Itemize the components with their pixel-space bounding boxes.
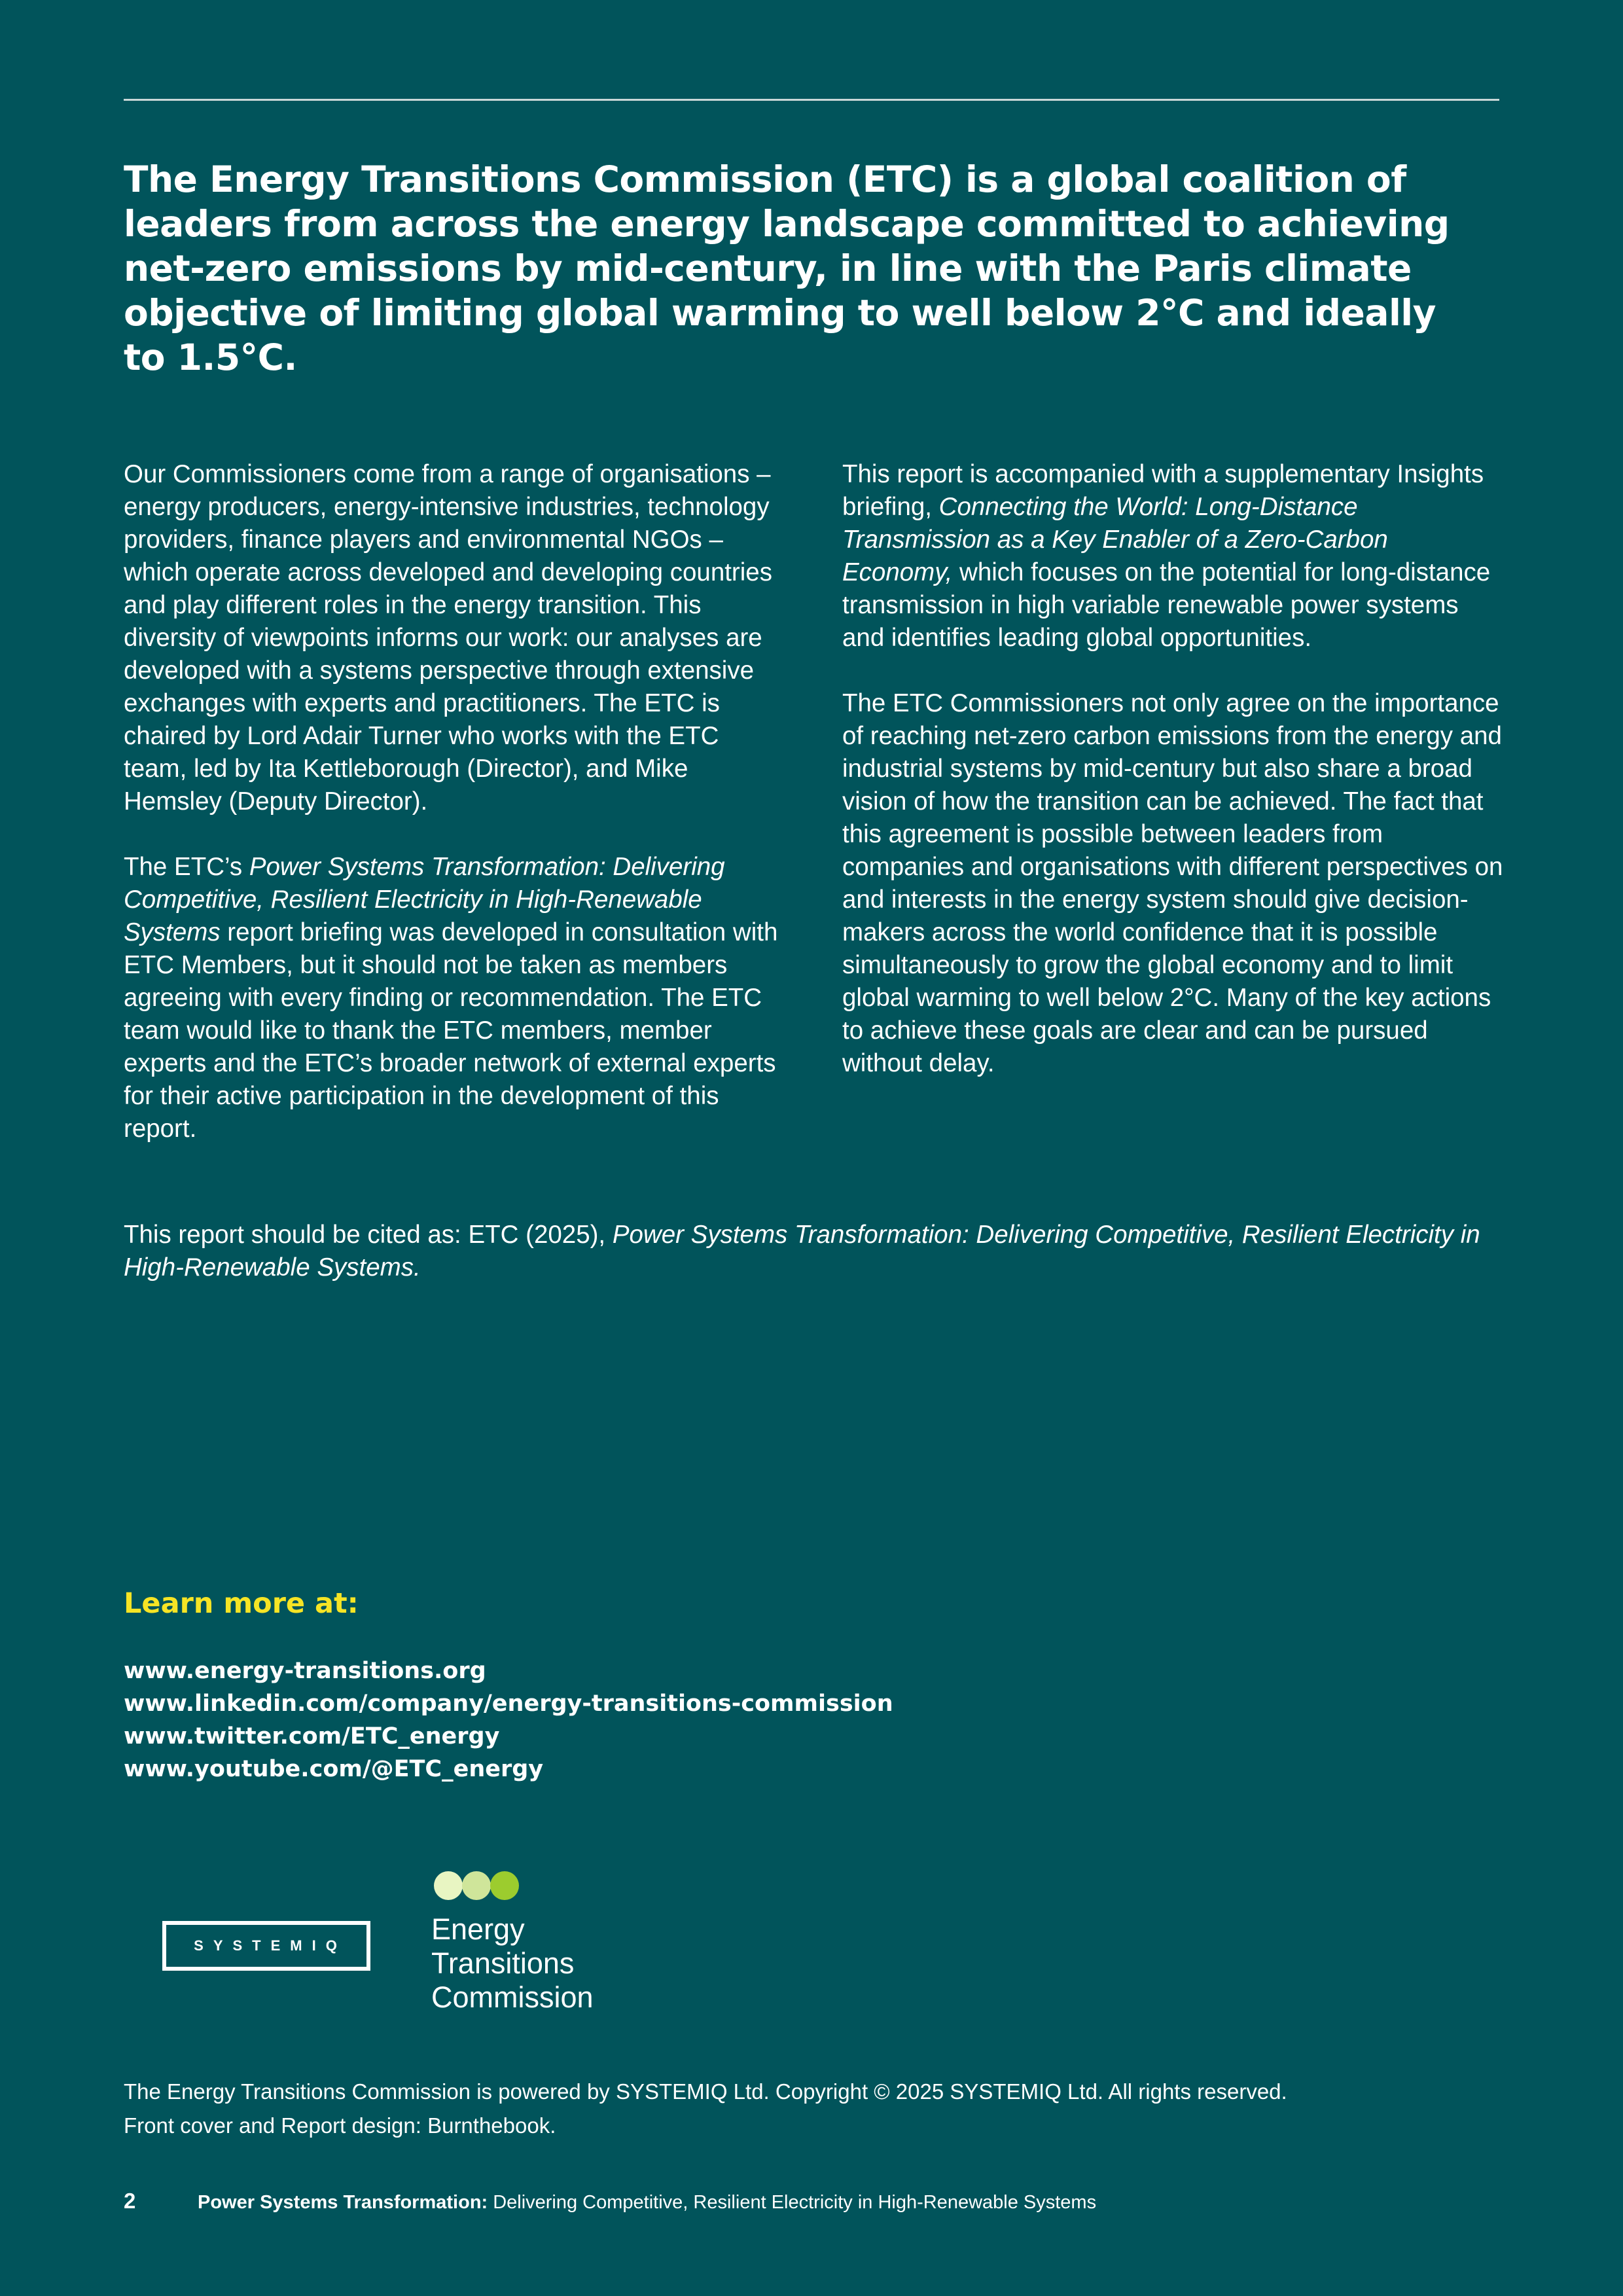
copyright-line: The Energy Transitions Commission is powered by SYSTEMIQ Ltd. Copyright © 2025 SYSTEMIQ Ltd. All rights reserved. [124, 2079, 1287, 2104]
citation-note: This report should be cited as: ETC (2025), Power Systems Transformation: Delivering Competitive, Resilient Electricity in High-Renewable Systems. [124, 1221, 1480, 1282]
systemiq-logo-text: SYSTEMIQ [194, 1937, 347, 1954]
etc-logo-wordmark [431, 1912, 693, 2015]
link-twitter[interactable]: www.twitter.com/ETC_energy [124, 1723, 500, 1749]
etc-dot-2 [462, 1871, 491, 1900]
supplementary-briefing-paragraph: This report is accompanied with a supplementary Insights briefing, Connecting the World: Long-Distance Transmission as a Key Enabler of a Zero-Carbon Economy, which focuses on the potential for long-distance transmission in high variable renewable power systems and identifies leading global opportunities. [842, 460, 1491, 652]
copyright-note [124, 2075, 1563, 2143]
commissioners-paragraph: Our Commissioners come from a range of organisations – energy producers, energy-intensive industries, technology providers, finance players and environmental NGOs – which operate across developed and developing countries and play different roles in the energy transition. This diversity of viewpoints informs our work: our analyses are developed with a systems perspective through extensive exchanges with experts and practitioners. The ETC is chaired by Lord Adair Turner who works with the ETC team, led by Ita Kettleborough (Director), and Mike Hemsley (Deputy Director). [124, 460, 772, 816]
page-footer [124, 2188, 1096, 2215]
etc-wordmark-line: Energy [431, 1912, 525, 1946]
left-column [124, 458, 785, 1178]
citation-title-italic: Power Systems Transformation: Delivering Competitive, Resilient Electricity in High-Renewable Systems. [124, 1221, 1480, 1282]
report-title-italic: Power Systems Transformation: Delivering Competitive, Resilient Electricity in High-Renewable Systems [124, 853, 725, 946]
systemiq-logo [162, 1921, 370, 1971]
design-credit-line: Front cover and Report design: Burnthebook. [124, 2113, 556, 2138]
etc-dot-1 [434, 1871, 463, 1900]
learn-more-links [124, 1655, 893, 1785]
etc-dot-3 [490, 1871, 519, 1900]
link-youtube[interactable]: www.youtube.com/@ETC_energy [124, 1756, 544, 1782]
etc-wordmark-line: Transitions [431, 1946, 575, 1980]
page-number: 2 [124, 2189, 136, 2213]
page-headline: The Energy Transitions Commission (ETC) is a global coalition of leaders from across the energy landscape committed to achieving net-zero emissions by mid-century, in line with the Paris climate objective of limiting global warming to well below 2°C and ideally to 1.5°C. [124, 158, 1450, 378]
top-divider [124, 99, 1499, 101]
etc-logo-dots-icon [433, 1871, 520, 1901]
etc-wordmark-line: Commission [431, 1981, 594, 2014]
link-website[interactable]: www.energy-transitions.org [124, 1658, 486, 1684]
report-briefing-paragraph: The ETC’s Power Systems Transformation: Delivering Competitive, Resilient Electricity in High-Renewable Systems report briefing was developed in consultation with ETC Members, but it should not be taken as members agreeing with every finding or recommendation. The ETC team would like to thank the ETC members, member experts and the ETC’s broader network of external experts for their active participation in the development of this report. [124, 853, 778, 1143]
commissioners-agreement-paragraph: The ETC Commissioners not only agree on the importance of reaching net-zero carbon emissions from the energy and industrial systems by mid-century but also share a broad vision of how the transition can be achieved. The fact that this agreement is possible between leaders from companies and organisations with different perspectives on and interests in the energy system should give decision-makers across the world confidence that it is possible simultaneously to grow the global economy and to limit global warming to well below 2°C. Many of the key actions to achieve these goals are clear and can be pursued without delay. [842, 689, 1503, 1077]
link-linkedin[interactable]: www.linkedin.com/company/energy-transitions-commission [124, 1691, 893, 1717]
right-column [842, 458, 1503, 1113]
footer-title-bold: Power Systems Transformation: [198, 2192, 488, 2213]
learn-more-heading: Learn more at: [124, 1587, 359, 1620]
insights-title-italic: Connecting the World: Long-Distance Transmission as a Key Enabler of a Zero-Carbon Economy, [842, 493, 1388, 586]
footer-title-rest: Delivering Competitive, Resilient Electricity in High-Renewable Systems [493, 2192, 1097, 2213]
